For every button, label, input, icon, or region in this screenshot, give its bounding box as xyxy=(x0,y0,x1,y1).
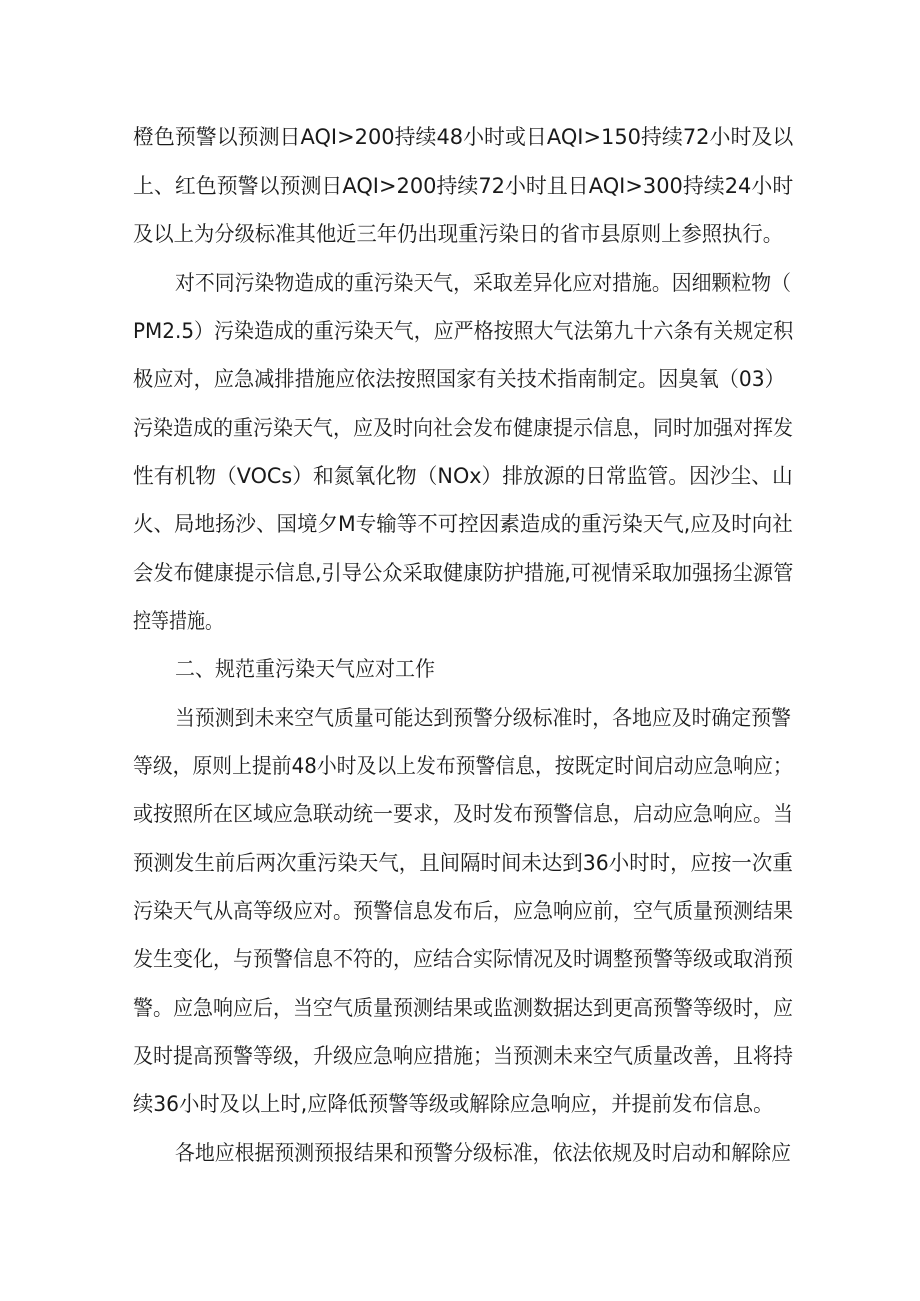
paragraph-line: PM2.5）污染造成的重污染天气，应严格按照大气法第九十六条有关规定积 xyxy=(133,319,794,343)
paragraph-line: 污染造成的重污染天气，应及时向社会发布健康提示信息，同时加强对挥发 xyxy=(133,416,794,440)
paragraph-line: 或按照所在区域应急联动统一要求，及时发布预警信息，启动应急响应。当 xyxy=(133,802,794,826)
paragraph-line: 及时提高预警等级，升级应急响应措施；当预测未来空气质量改善，且将持 xyxy=(133,1044,794,1068)
paragraph-line: 控等措施。 xyxy=(133,609,223,633)
paragraph-line: 极应对，应急减排措施应依法按照国家有关技术指南制定。因臭氧（03） xyxy=(133,367,785,391)
paragraph-line: 橙色预警以预测日AQI>200持续48小时或日AQI>150持续72小时及以 xyxy=(133,125,794,149)
paragraph-line: 污染天气从高等级应对。预警信息发布后，应急响应前，空气质量预测结果 xyxy=(133,899,794,923)
paragraph-line: 发生变化，与预警信息不符的，应结合实际情况及时调整预警等级或取消预 xyxy=(133,947,794,971)
paragraph-line: 上、红色预警以预测日AQI>200持续72小时且日AQI>300持续24小时 xyxy=(133,174,794,198)
paragraph-line: 等级，原则上提前48小时及以上发布预警信息，按既定时间启动应急响应； xyxy=(133,754,793,778)
paragraph-line: 当预测到未来空气质量可能达到预警分级标准时，各地应及时确定预警 xyxy=(175,706,791,730)
paragraph-line: 及以上为分级标准其他近三年仍出现重污染日的省市县原则上参照执行。 xyxy=(133,222,784,246)
paragraph-line: 预测发生前后两次重污染天气，且间隔时间未达到36小时时，应按一次重 xyxy=(133,851,793,875)
paragraph-line: 火、局地扬沙、国境夕M专输等不可控因素造成的重污染天气,应及时向社 xyxy=(133,512,793,536)
paragraph-line: 警。应急响应后，当空气质量预测结果或监测数据达到更高预警等级时，应 xyxy=(133,996,794,1020)
paragraph-line: 对不同污染物造成的重污染天气，采取差异化应对措施。因细颗粒物（ xyxy=(175,271,791,295)
paragraph-line: 性有机物（VOCs）和氮氧化物（NOx）排放源的日常监管。因沙尘、山 xyxy=(133,464,793,488)
paragraph-line: 续36小时及以上时,应降低预警等级或解除应急响应，并提前发布信息。 xyxy=(133,1092,774,1116)
paragraph-line: 会发布健康提示信息,引导公众采取健康防护措施,可视情采取加强扬尘源管 xyxy=(133,561,794,585)
section-heading: 二、规范重污染天气应对工作 xyxy=(175,657,436,681)
paragraph-line: 各地应根据预测预报结果和预警分级标准，依法依规及时启动和解除应 xyxy=(175,1141,791,1165)
